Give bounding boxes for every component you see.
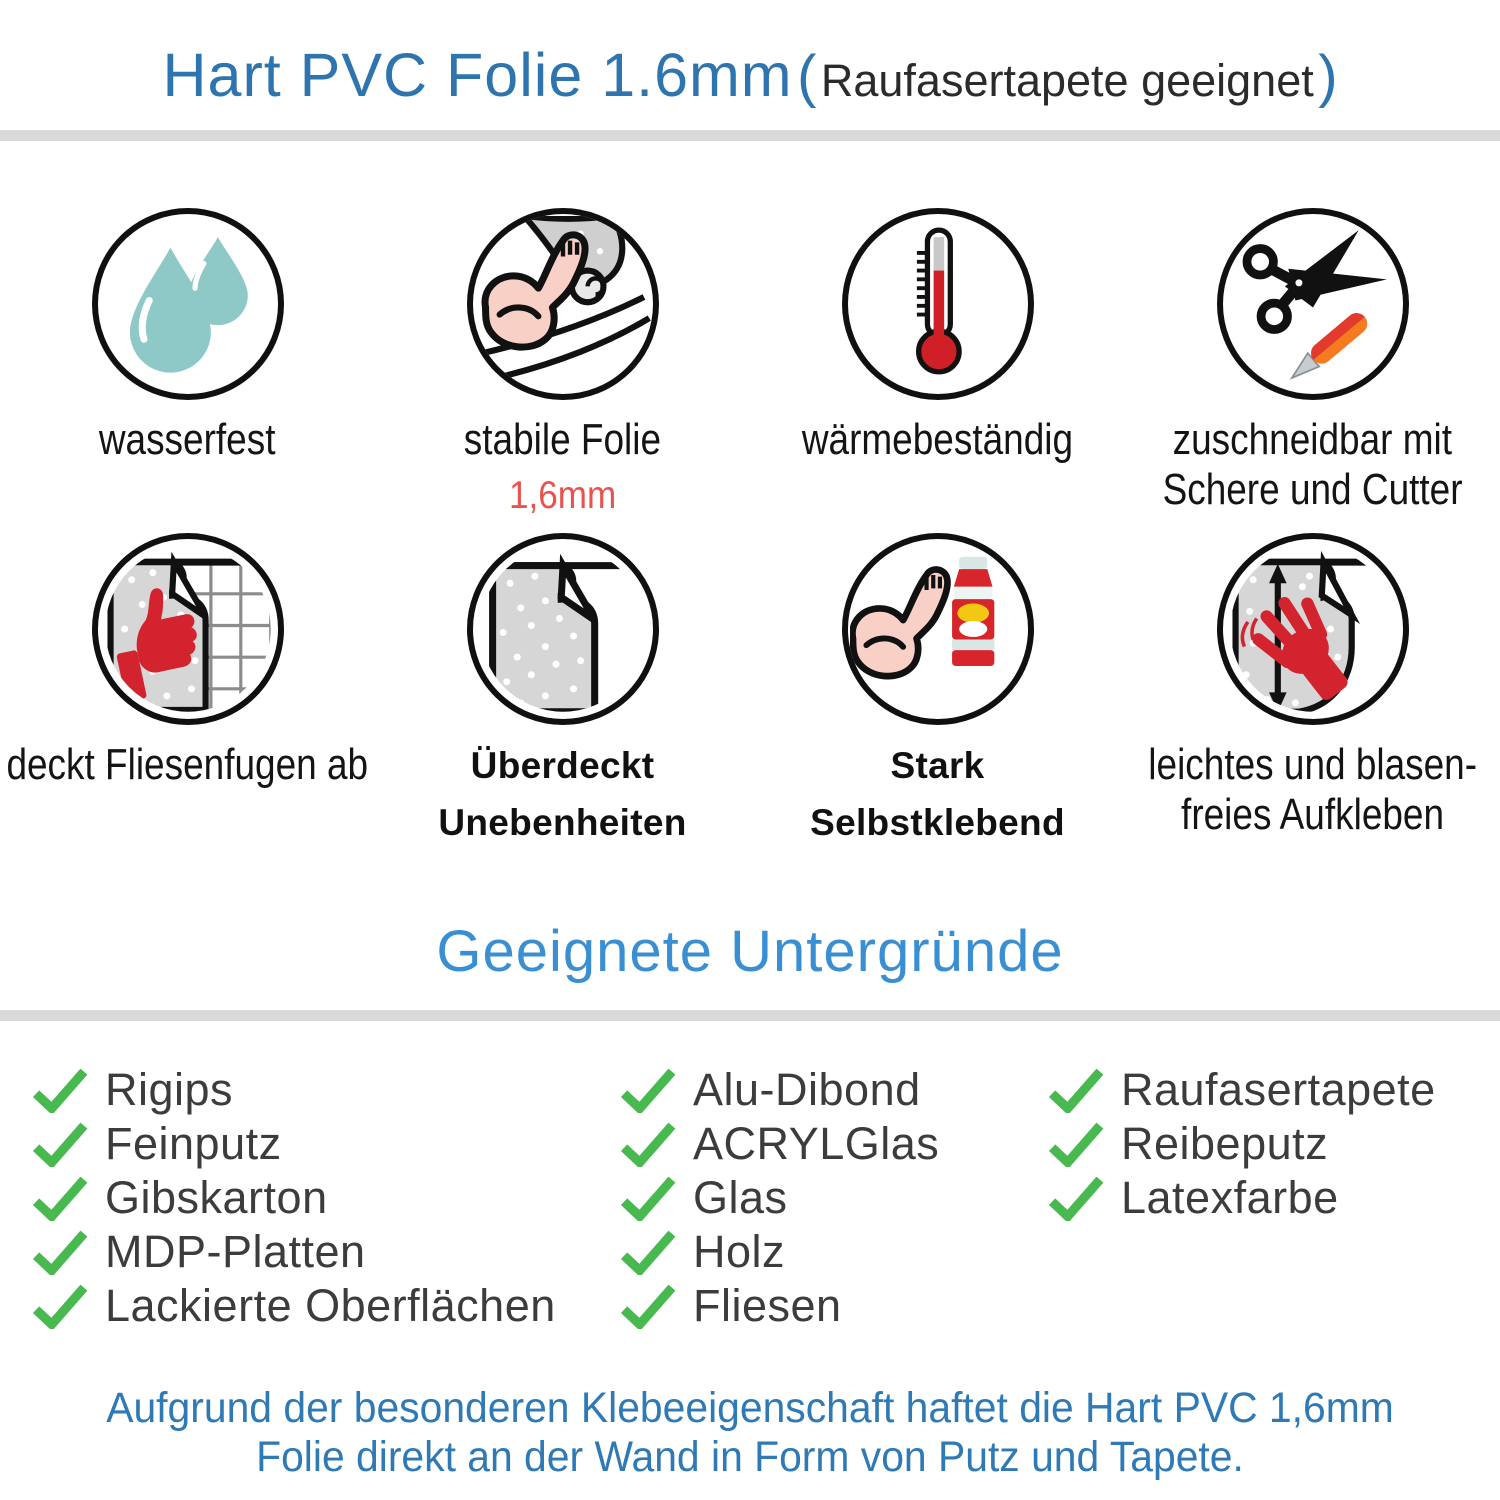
- feature-label: stabile Folie: [463, 415, 662, 464]
- feature-label: Stark: [890, 745, 985, 786]
- check-icon: [1046, 1121, 1106, 1167]
- check-icon: [618, 1283, 678, 1329]
- check-icon: [1046, 1067, 1106, 1113]
- check-icon: [30, 1283, 90, 1329]
- feature-waterproof: [0, 208, 375, 518]
- list-item: [1046, 1117, 1436, 1171]
- footer-line-2: Folie direkt an der Wand in Form von Putz und Tapete.: [256, 1433, 1244, 1481]
- check-icon: [618, 1067, 678, 1113]
- list-item: [30, 1063, 556, 1117]
- features-row-2: [0, 533, 1500, 844]
- substrate-label: Rigips: [105, 1064, 234, 1115]
- list-item: [30, 1117, 556, 1171]
- feature-label: wärmebeständig: [801, 415, 1074, 464]
- list-item: [618, 1063, 939, 1117]
- feature-label: wasserfest: [99, 415, 276, 464]
- substrate-label: Alu-Dibond: [693, 1064, 921, 1115]
- feature-label-2: Selbstklebend: [810, 801, 1065, 843]
- check-icon: [30, 1229, 90, 1275]
- feature-covers-grout: [0, 533, 375, 844]
- divider-top: [0, 130, 1500, 141]
- substrate-column-2: [618, 1063, 939, 1333]
- substrate-label: Feinputz: [105, 1118, 282, 1169]
- footer-note: [0, 1384, 1500, 1482]
- muscle-glue-icon: [842, 533, 1034, 725]
- feature-label: leichtes und blasen-: [1148, 740, 1477, 789]
- substrate-label: Latexfarbe: [1121, 1172, 1339, 1223]
- feature-stable-foil: [375, 208, 750, 518]
- page-title: [0, 32, 1500, 135]
- substrate-label: Gibskarton: [105, 1172, 328, 1223]
- list-item: [1046, 1063, 1436, 1117]
- title-paren-open: (: [797, 44, 817, 109]
- hand-smoothing-icon: [1217, 533, 1409, 725]
- substrate-label: Raufasertapete: [1121, 1064, 1436, 1115]
- substrate-label: ACRYLGlas: [693, 1118, 940, 1169]
- substrate-column-3: [1046, 1063, 1436, 1225]
- feature-self-adhesive: [750, 533, 1125, 844]
- scissors-cutter-icon: [1217, 208, 1409, 400]
- check-icon: [30, 1121, 90, 1167]
- substrate-label: Lackierte Oberflächen: [105, 1280, 556, 1331]
- list-item: [618, 1171, 939, 1225]
- features-row-1: [0, 208, 1500, 518]
- list-item: [30, 1225, 556, 1279]
- muscle-foil-icon: [467, 208, 659, 400]
- feature-heat-resistant: [750, 208, 1125, 518]
- thermometer-icon: [842, 208, 1034, 400]
- water-drops-icon: [92, 208, 284, 400]
- footer-line-1: Aufgrund der besonderen Klebeeigenschaft haftet die Hart PVC 1,6mm: [106, 1384, 1394, 1432]
- check-icon: [1046, 1175, 1106, 1221]
- check-icon: [618, 1229, 678, 1275]
- feature-bubble-free: [1125, 533, 1500, 844]
- list-item: [618, 1117, 939, 1171]
- check-icon: [618, 1175, 678, 1221]
- title-paren-close: ): [1318, 44, 1338, 109]
- list-item: [618, 1279, 939, 1333]
- substrates-heading: Geeignete Untergründe: [436, 919, 1064, 984]
- feature-label: Überdeckt: [470, 745, 655, 786]
- list-item: [618, 1225, 939, 1279]
- list-item: [30, 1279, 556, 1333]
- substrate-label: Holz: [693, 1226, 786, 1277]
- substrate-label: Reibeputz: [1121, 1118, 1329, 1169]
- feature-label-2: freies Aufkleben: [1181, 790, 1444, 840]
- list-item: [30, 1171, 556, 1225]
- feature-covers-unevenness: [375, 533, 750, 844]
- feature-label-2: Unebenheiten: [438, 801, 687, 843]
- title-main: Hart PVC Folie 1.6mm: [162, 41, 793, 109]
- substrate-label: Fliesen: [693, 1280, 842, 1331]
- substrate-label: MDP-Platten: [105, 1226, 366, 1277]
- list-item: [1046, 1171, 1436, 1225]
- thumb-tiles-icon: [92, 533, 284, 725]
- divider-middle: [0, 1010, 1500, 1021]
- feature-label: zuschneidbar mit: [1172, 415, 1453, 464]
- check-icon: [30, 1175, 90, 1221]
- feature-label-2: Schere und Cutter: [1162, 465, 1463, 515]
- feature-label: deckt Fliesenfugen ab: [6, 740, 369, 789]
- substrate-label: Glas: [693, 1172, 788, 1223]
- substrate-column-1: [30, 1063, 556, 1333]
- title-subtitle: Raufasertapete geeignet: [820, 55, 1314, 106]
- check-icon: [30, 1067, 90, 1113]
- foil-fold-icon: [467, 533, 659, 725]
- feature-cuttable: [1125, 208, 1500, 518]
- feature-thickness-note: 1,6mm: [508, 474, 617, 518]
- check-icon: [618, 1121, 678, 1167]
